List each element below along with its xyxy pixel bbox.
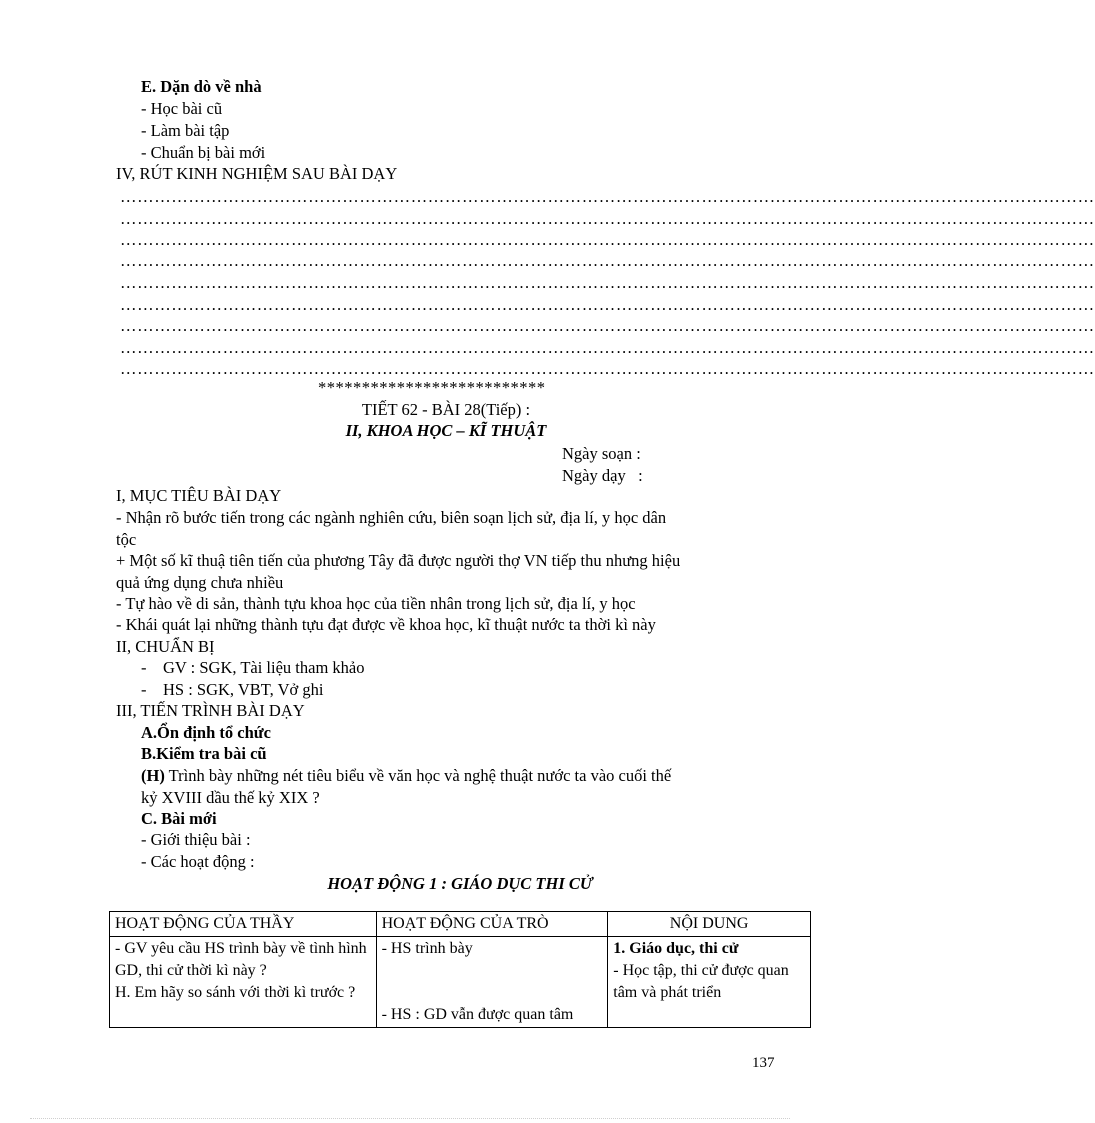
question-text: Trình bày những nét tiêu biểu về văn học và nghệ thuật nước ta vào cuối thế: [164, 766, 672, 785]
header-student: HOẠT ĐỘNG CỦA TRÒ: [376, 912, 608, 937]
spacer: [382, 960, 603, 982]
header-teacher: HOẠT ĐỘNG CỦA THẦY: [110, 912, 377, 937]
review-question-cont: kỷ XVIII dầu thế kỷ XIX ?: [141, 788, 320, 807]
dotted-line: ………………………………………………………………………………………………………………………………………………………: [120, 359, 1095, 378]
objective-line: - Khái quát lại những thành tựu đạt được về khoa học, kĩ thuật nước ta thời kì này: [116, 615, 656, 634]
spacer: [382, 982, 603, 1004]
content-title: 1. Giáo dục, thi cử: [613, 940, 739, 957]
process-c-item: - Các hoạt động :: [141, 852, 255, 871]
star-separator: **************************: [318, 378, 546, 397]
preparation-item: - HS : SGK, VBT, Vở ghi: [141, 680, 324, 699]
dotted-line: ………………………………………………………………………………………………………………………………………………………: [120, 251, 1095, 270]
dotted-line: ………………………………………………………………………………………………………………………………………………………: [120, 273, 1095, 292]
section-4-title: IV, RÚT KINH NGHIỆM SAU BÀI DẠY: [116, 164, 398, 183]
process-title: III, TIẾN TRÌNH BÀI DẠY: [116, 701, 305, 720]
question-label: (H): [141, 766, 165, 785]
date-prepared: Ngày soạn :: [562, 444, 641, 463]
review-question: [141, 765, 671, 786]
process-step-a: A.Ổn định tổ chức: [141, 723, 272, 742]
student-activity: - HS : GD vẫn được quan tâm: [381, 1006, 574, 1023]
content-text: - Học tập, thi cử được quan tâm và phát triển: [613, 962, 789, 1001]
activity-title: HOẠT ĐỘNG 1 : GIÁO DỤC THI CỬ: [327, 874, 593, 893]
dotted-line: ………………………………………………………………………………………………………………………………………………………: [120, 187, 1095, 206]
cell-teacher: [110, 937, 377, 1028]
activity-table: [109, 911, 811, 1028]
preparation-title: II, CHUẨN BỊ: [116, 637, 215, 656]
process-step-c: C. Bài mới: [141, 809, 217, 828]
process-step-b: B.Kiểm tra bài cũ: [141, 744, 267, 763]
teacher-activity: H. Em hãy so sánh với thời kì trước ?: [115, 984, 356, 1001]
cell-student: [376, 937, 608, 1028]
dotted-line: ………………………………………………………………………………………………………………………………………………………: [120, 209, 1095, 228]
preparation-item: - GV : SGK, Tài liệu tham khảo: [141, 658, 365, 677]
lesson-subheading: II, KHOA HỌC – KĨ THUẬT: [345, 421, 547, 440]
cell-content: [608, 937, 811, 1028]
header-content: NỘI DUNG: [608, 912, 811, 937]
section-e-title: E. Dặn dò về nhà: [141, 77, 262, 96]
objective-line: - Nhận rõ bước tiến trong các ngành nghiên cứu, biên soạn lịch sử, địa lí, y học dân: [116, 508, 667, 527]
objective-line: quả ứng dụng chưa nhiều: [116, 573, 284, 592]
dotted-line: ………………………………………………………………………………………………………………………………………………………: [120, 230, 1095, 249]
section-e-item: - Học bài cũ: [141, 99, 223, 118]
section-e-item: - Chuẩn bị bài mới: [141, 143, 266, 162]
student-activity: - HS trình bày: [381, 940, 473, 957]
table-row: [110, 937, 811, 1028]
lesson-heading: TIẾT 62 - BÀI 28(Tiếp) :: [361, 400, 531, 419]
objective-line: - Tự hào về di sản, thành tựu khoa học của tiền nhân trong lịch sử, địa lí, y học: [116, 594, 636, 613]
table-header-row: [110, 912, 811, 937]
objective-line: + Một số kĩ thuậ tiên tiến của phương Tây đã được người thợ VN tiếp thu nhưng hiệu: [116, 551, 681, 570]
date-taught: Ngày dạy :: [562, 466, 643, 485]
dotted-line: ………………………………………………………………………………………………………………………………………………………: [120, 295, 1095, 314]
teacher-activity: - GV yêu cầu HS trình bày về tình hình GD, thi cử thời kì này ?: [115, 940, 367, 979]
section-e-item: - Làm bài tập: [141, 121, 230, 140]
page-number: 137: [752, 1055, 775, 1071]
objective-line: tộc: [116, 530, 137, 549]
dotted-line: ………………………………………………………………………………………………………………………………………………………: [120, 316, 1095, 335]
objectives-title: I, MỤC TIÊU BÀI DẠY: [116, 486, 282, 505]
process-c-item: - Giới thiệu bài :: [141, 830, 251, 849]
page-bottom-rule: [30, 1118, 790, 1119]
dotted-line: ………………………………………………………………………………………………………………………………………………………: [120, 338, 1095, 357]
